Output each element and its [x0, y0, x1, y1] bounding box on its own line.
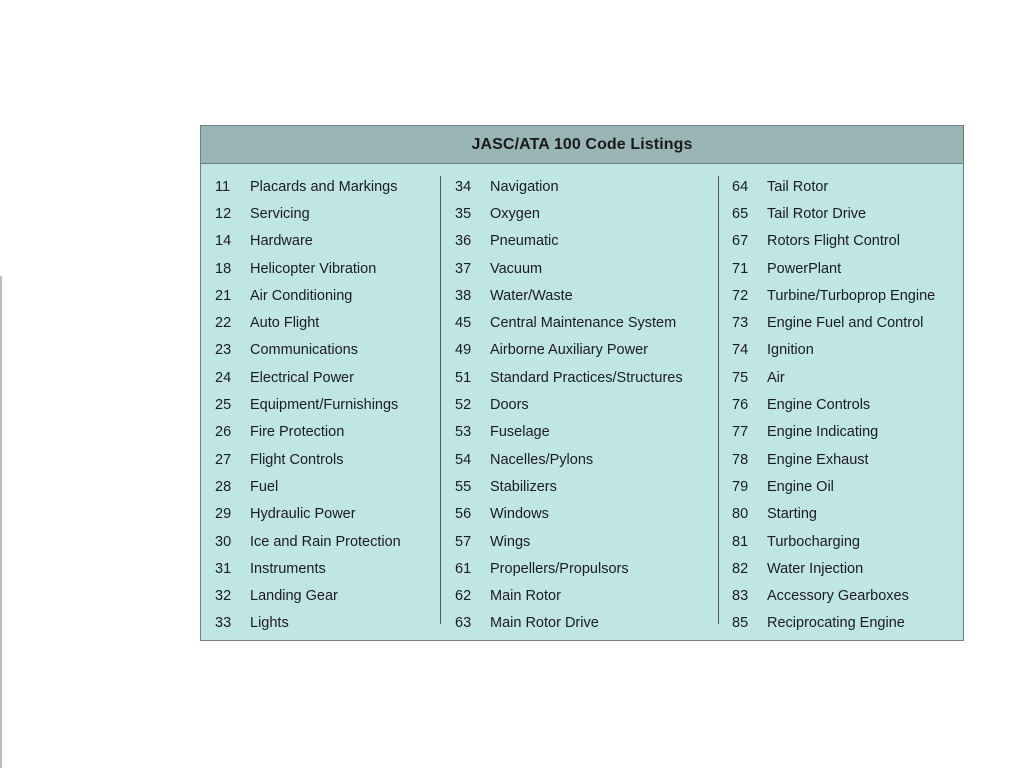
code-title: Propellers/Propulsors: [490, 560, 629, 577]
code-title: Air: [767, 369, 785, 386]
code-row: [732, 419, 935, 446]
code-row: [215, 337, 401, 364]
code-title: Turbine/Turboprop Engine: [767, 287, 936, 304]
code-title: Ice and Rain Protection: [250, 533, 401, 550]
code-title: Engine Controls: [767, 397, 871, 414]
code-number: 24: [215, 369, 232, 386]
code-title: PowerPlant: [767, 260, 842, 277]
code-title: Flight Controls: [250, 451, 344, 468]
code-number: 63: [455, 615, 472, 632]
code-row: [215, 528, 401, 555]
code-title: Air Conditioning: [250, 287, 353, 304]
code-title: Accessory Gearboxes: [767, 588, 909, 605]
code-title: Water/Waste: [490, 287, 573, 304]
code-title: Main Rotor Drive: [490, 615, 599, 632]
code-title: Doors: [490, 397, 529, 414]
code-title: Oxygen: [490, 205, 540, 222]
code-number: 51: [455, 369, 472, 386]
table-columns: [201, 164, 963, 641]
code-row: [215, 228, 401, 255]
code-number: 71: [732, 260, 749, 277]
code-row: [215, 501, 401, 528]
code-title: Communications: [250, 342, 358, 359]
code-row: [455, 200, 683, 227]
code-row: [215, 364, 401, 391]
code-title: Fuel: [250, 478, 279, 495]
code-row: [732, 228, 935, 255]
code-row: [732, 501, 935, 528]
code-row: [732, 364, 935, 391]
code-number: 77: [732, 424, 749, 441]
code-number: 62: [455, 588, 472, 605]
code-row: [732, 555, 935, 582]
code-title: Instruments: [250, 560, 326, 577]
code-number: 45: [455, 315, 472, 332]
code-title: Helicopter Vibration: [250, 260, 377, 277]
code-title: Water Injection: [767, 560, 864, 577]
code-title: Central Maintenance System: [490, 315, 677, 332]
code-number: 75: [732, 369, 749, 386]
code-row: [455, 446, 683, 473]
code-title: Hardware: [250, 233, 313, 250]
code-row: [732, 473, 935, 500]
code-title: Pneumatic: [490, 233, 559, 250]
code-number: 29: [215, 506, 232, 523]
code-number: 35: [455, 205, 472, 222]
code-number: 72: [732, 287, 749, 304]
code-number: 11: [215, 178, 231, 195]
code-number: 79: [732, 478, 749, 495]
code-title: Nacelles/Pylons: [490, 451, 594, 468]
code-title: Turbocharging: [767, 533, 860, 550]
code-number: 14: [215, 233, 232, 250]
code-number: 26: [215, 424, 232, 441]
code-title: Auto Flight: [250, 315, 320, 332]
code-number: 55: [455, 478, 472, 495]
code-row: [455, 282, 683, 309]
code-title: Engine Oil: [767, 478, 834, 495]
code-title: Main Rotor: [490, 588, 561, 605]
code-number: 27: [215, 451, 232, 468]
code-row: [215, 555, 401, 582]
code-row: [732, 446, 935, 473]
code-title: Fuselage: [490, 424, 550, 441]
code-row: [215, 610, 401, 637]
code-number: 37: [455, 260, 472, 277]
code-row: [732, 309, 935, 336]
code-number: 49: [455, 342, 472, 359]
code-number: 36: [455, 233, 472, 250]
code-title: Rotors Flight Control: [767, 233, 900, 250]
code-number: 65: [732, 205, 749, 222]
code-row: [732, 582, 935, 609]
code-row: [732, 200, 935, 227]
code-row: [732, 610, 935, 637]
code-row: [455, 391, 683, 418]
code-number: 73: [732, 315, 749, 332]
code-number: 32: [215, 588, 232, 605]
code-number: 18: [215, 260, 232, 277]
code-number: 61: [455, 560, 472, 577]
code-row: [455, 501, 683, 528]
code-row: [455, 419, 683, 446]
code-title: Reciprocating Engine: [767, 615, 905, 632]
code-title: Standard Practices/Structures: [490, 369, 683, 386]
code-row: [732, 173, 935, 200]
code-listing-table: [200, 125, 964, 641]
code-row: [215, 309, 401, 336]
code-number: 33: [215, 615, 232, 632]
code-number: 57: [455, 533, 472, 550]
code-number: 22: [215, 315, 232, 332]
code-title: Tail Rotor: [767, 178, 829, 195]
code-number: 12: [215, 205, 232, 222]
code-number: 56: [455, 506, 472, 523]
code-row: [455, 582, 683, 609]
code-number: 25: [215, 397, 232, 414]
code-number: 31: [215, 560, 232, 577]
code-row: [215, 446, 401, 473]
code-row: [215, 173, 401, 200]
code-title: Lights: [250, 615, 289, 632]
code-title: Fire Protection: [250, 424, 345, 441]
code-number: 82: [732, 560, 749, 577]
code-number: 74: [732, 342, 749, 359]
code-row: [215, 255, 401, 282]
code-number: 30: [215, 533, 232, 550]
code-number: 81: [732, 533, 749, 550]
code-title: Engine Exhaust: [767, 451, 869, 468]
code-row: [455, 555, 683, 582]
code-title: Servicing: [250, 205, 310, 222]
code-row: [215, 200, 401, 227]
code-number: 38: [455, 287, 472, 304]
code-number: 53: [455, 424, 472, 441]
code-row: [455, 309, 683, 336]
code-title: Windows: [490, 506, 549, 523]
code-number: 21: [215, 287, 232, 304]
code-row: [455, 255, 683, 282]
code-row: [732, 337, 935, 364]
code-number: 67: [732, 233, 749, 250]
code-title: Landing Gear: [250, 588, 338, 605]
code-row: [455, 610, 683, 637]
page-edge-line: [0, 276, 2, 768]
column-divider: [440, 176, 441, 624]
code-row: [732, 282, 935, 309]
code-number: 85: [732, 615, 749, 632]
code-number: 83: [732, 588, 749, 605]
code-title: Stabilizers: [490, 478, 557, 495]
code-row: [455, 228, 683, 255]
code-row: [455, 528, 683, 555]
code-title: Vacuum: [490, 260, 543, 277]
code-title: Ignition: [767, 342, 814, 359]
code-row: [215, 473, 401, 500]
code-title: Engine Fuel and Control: [767, 315, 924, 332]
table-title: JASC/ATA 100 Code Listings: [201, 126, 963, 164]
column-1: [215, 173, 401, 637]
code-number: 78: [732, 451, 749, 468]
code-row: [732, 528, 935, 555]
code-row: [455, 473, 683, 500]
code-row: [455, 364, 683, 391]
code-title: Tail Rotor Drive: [767, 205, 867, 222]
code-title: Engine Indicating: [767, 424, 879, 441]
code-title: Navigation: [490, 178, 559, 195]
column-3: [732, 173, 935, 637]
code-row: [732, 255, 935, 282]
code-title: Electrical Power: [250, 369, 354, 386]
code-number: 54: [455, 451, 472, 468]
code-number: 52: [455, 397, 472, 414]
code-row: [455, 173, 683, 200]
column-divider: [718, 176, 719, 624]
code-row: [215, 419, 401, 446]
code-row: [732, 391, 935, 418]
code-title: Wings: [490, 533, 531, 550]
code-title: Equipment/Furnishings: [250, 397, 399, 414]
code-row: [215, 582, 401, 609]
code-number: 34: [455, 178, 472, 195]
code-title: Starting: [767, 506, 817, 523]
code-row: [215, 282, 401, 309]
code-number: 28: [215, 478, 232, 495]
code-number: 76: [732, 397, 749, 414]
code-number: 64: [732, 178, 749, 195]
code-title: Hydraulic Power: [250, 506, 356, 523]
code-row: [455, 337, 683, 364]
code-title: Airborne Auxiliary Power: [490, 342, 648, 359]
column-2: [455, 173, 683, 637]
code-title: Placards and Markings: [250, 178, 398, 195]
code-number: 80: [732, 506, 749, 523]
code-row: [215, 391, 401, 418]
code-number: 23: [215, 342, 232, 359]
